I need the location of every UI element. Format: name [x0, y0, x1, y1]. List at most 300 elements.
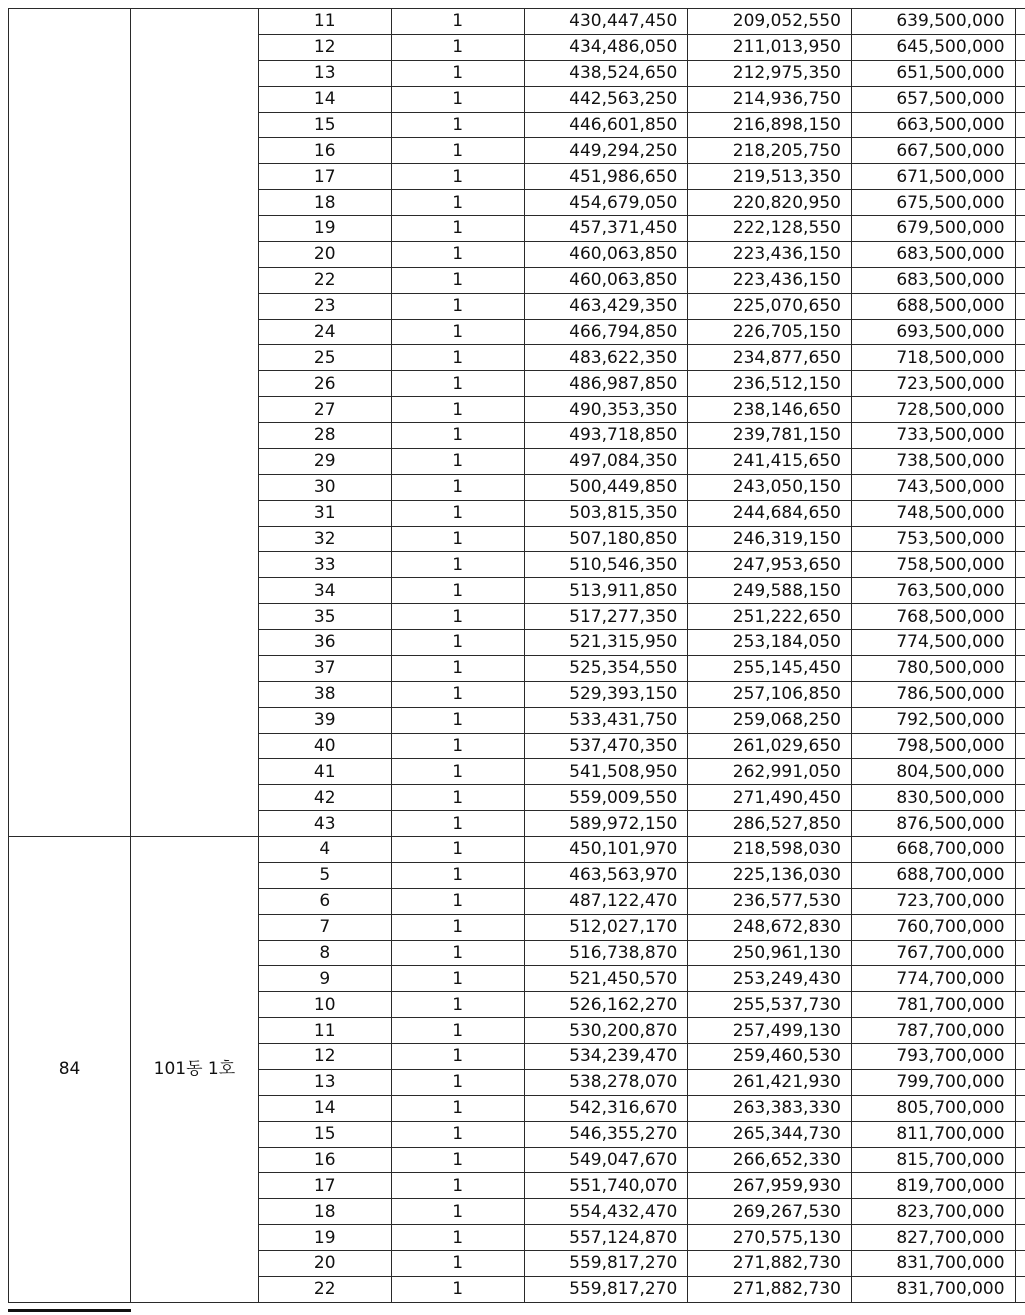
count-cell: 1 [391, 345, 524, 371]
total-price-cell: 723,700,000 [851, 888, 1015, 914]
count-cell: 1 [391, 940, 524, 966]
count-cell: 1 [391, 862, 524, 888]
land-price-cell: 454,679,050 [524, 190, 688, 216]
building-price-cell: 243,050,150 [688, 474, 852, 500]
land-price-cell: 559,817,270 [524, 1276, 688, 1302]
count-cell: 1 [391, 1121, 524, 1147]
building-price-cell: 223,436,150 [688, 241, 852, 267]
extra-column-cell [1015, 448, 1025, 474]
extra-column-cell [1015, 681, 1025, 707]
extra-column-cell [1015, 578, 1025, 604]
building-price-cell: 257,106,850 [688, 681, 852, 707]
total-price-cell: 723,500,000 [851, 371, 1015, 397]
land-price-cell: 490,353,350 [524, 397, 688, 423]
count-cell: 1 [391, 1276, 524, 1302]
total-price-cell: 645,500,000 [851, 34, 1015, 60]
count-cell: 1 [391, 707, 524, 733]
count-cell: 1 [391, 164, 524, 190]
price-table [8, 8, 1025, 1303]
table-bottom-rule [8, 1309, 131, 1312]
floor-cell: 37 [258, 655, 391, 681]
total-price-cell: 738,500,000 [851, 448, 1015, 474]
floor-cell: 10 [258, 992, 391, 1018]
total-price-cell: 683,500,000 [851, 241, 1015, 267]
building-price-cell: 271,882,730 [688, 1276, 852, 1302]
land-price-cell: 516,738,870 [524, 940, 688, 966]
floor-cell: 22 [258, 1276, 391, 1302]
land-price-cell: 533,431,750 [524, 707, 688, 733]
extra-column-cell [1015, 190, 1025, 216]
floor-cell: 42 [258, 785, 391, 811]
floor-cell: 12 [258, 34, 391, 60]
land-price-cell: 551,740,070 [524, 1173, 688, 1199]
extra-column-cell [1015, 811, 1025, 837]
land-price-cell: 530,200,870 [524, 1018, 688, 1044]
extra-column-cell [1015, 423, 1025, 449]
land-price-cell: 487,122,470 [524, 888, 688, 914]
building-price-cell: 223,436,150 [688, 267, 852, 293]
count-cell: 1 [391, 9, 524, 35]
land-price-cell: 521,450,570 [524, 966, 688, 992]
total-price-cell: 683,500,000 [851, 267, 1015, 293]
floor-cell: 28 [258, 423, 391, 449]
land-price-cell: 538,278,070 [524, 1069, 688, 1095]
extra-column-cell [1015, 862, 1025, 888]
count-cell: 1 [391, 1147, 524, 1173]
land-price-cell: 486,987,850 [524, 371, 688, 397]
floor-cell: 19 [258, 1225, 391, 1251]
total-price-cell: 798,500,000 [851, 733, 1015, 759]
total-price-cell: 748,500,000 [851, 500, 1015, 526]
land-price-cell: 463,429,350 [524, 293, 688, 319]
floor-cell: 25 [258, 345, 391, 371]
extra-column-cell [1015, 707, 1025, 733]
total-price-cell: 781,700,000 [851, 992, 1015, 1018]
total-price-cell: 823,700,000 [851, 1199, 1015, 1225]
area-cell: 84 [9, 837, 131, 1303]
extra-column-cell [1015, 733, 1025, 759]
extra-column-cell [1015, 1173, 1025, 1199]
floor-cell: 27 [258, 397, 391, 423]
land-price-cell: 554,432,470 [524, 1199, 688, 1225]
building-price-cell: 218,205,750 [688, 138, 852, 164]
extra-column-cell [1015, 1069, 1025, 1095]
count-cell: 1 [391, 785, 524, 811]
building-price-cell: 220,820,950 [688, 190, 852, 216]
extra-column-cell [1015, 138, 1025, 164]
total-price-cell: 693,500,000 [851, 319, 1015, 345]
count-cell: 1 [391, 655, 524, 681]
building-price-cell: 257,499,130 [688, 1018, 852, 1044]
total-price-cell: 799,700,000 [851, 1069, 1015, 1095]
land-price-cell: 517,277,350 [524, 604, 688, 630]
land-price-cell: 557,124,870 [524, 1225, 688, 1251]
floor-cell: 16 [258, 138, 391, 164]
floor-cell: 18 [258, 190, 391, 216]
extra-column-cell [1015, 397, 1025, 423]
extra-column-cell [1015, 1225, 1025, 1251]
count-cell: 1 [391, 630, 524, 656]
extra-column-cell [1015, 785, 1025, 811]
price-table-body [9, 9, 1025, 1303]
total-price-cell: 827,700,000 [851, 1225, 1015, 1251]
extra-column-cell [1015, 1018, 1025, 1044]
table-row [9, 837, 1025, 863]
land-price-cell: 493,718,850 [524, 423, 688, 449]
land-price-cell: 450,101,970 [524, 837, 688, 863]
total-price-cell: 793,700,000 [851, 1044, 1015, 1070]
land-price-cell: 549,047,670 [524, 1147, 688, 1173]
building-price-cell: 286,527,850 [688, 811, 852, 837]
area-cell [9, 9, 131, 837]
extra-column-cell [1015, 1251, 1025, 1277]
land-price-cell: 529,393,150 [524, 681, 688, 707]
floor-cell: 26 [258, 371, 391, 397]
building-price-cell: 249,588,150 [688, 578, 852, 604]
building-price-cell: 236,512,150 [688, 371, 852, 397]
total-price-cell: 815,700,000 [851, 1147, 1015, 1173]
extra-column-cell [1015, 526, 1025, 552]
extra-column-cell [1015, 552, 1025, 578]
building-price-cell: 263,383,330 [688, 1095, 852, 1121]
count-cell: 1 [391, 319, 524, 345]
building-price-cell: 267,959,930 [688, 1173, 852, 1199]
total-price-cell: 667,500,000 [851, 138, 1015, 164]
building-price-cell: 209,052,550 [688, 9, 852, 35]
extra-column-cell [1015, 1044, 1025, 1070]
floor-cell: 9 [258, 966, 391, 992]
floor-cell: 13 [258, 1069, 391, 1095]
total-price-cell: 811,700,000 [851, 1121, 1015, 1147]
total-price-cell: 679,500,000 [851, 216, 1015, 242]
floor-cell: 8 [258, 940, 391, 966]
land-price-cell: 503,815,350 [524, 500, 688, 526]
land-price-cell: 460,063,850 [524, 267, 688, 293]
building-price-cell: 226,705,150 [688, 319, 852, 345]
land-price-cell: 446,601,850 [524, 112, 688, 138]
building-price-cell: 225,070,650 [688, 293, 852, 319]
land-price-cell: 525,354,550 [524, 655, 688, 681]
floor-cell: 22 [258, 267, 391, 293]
floor-cell: 6 [258, 888, 391, 914]
floor-cell: 20 [258, 241, 391, 267]
extra-column-cell [1015, 914, 1025, 940]
total-price-cell: 831,700,000 [851, 1251, 1015, 1277]
floor-cell: 13 [258, 60, 391, 86]
floor-cell: 18 [258, 1199, 391, 1225]
count-cell: 1 [391, 966, 524, 992]
building-price-cell: 216,898,150 [688, 112, 852, 138]
building-price-cell: 261,421,930 [688, 1069, 852, 1095]
count-cell: 1 [391, 811, 524, 837]
land-price-cell: 430,447,450 [524, 9, 688, 35]
floor-cell: 23 [258, 293, 391, 319]
extra-column-cell [1015, 267, 1025, 293]
extra-column-cell [1015, 319, 1025, 345]
total-price-cell: 787,700,000 [851, 1018, 1015, 1044]
land-price-cell: 483,622,350 [524, 345, 688, 371]
land-price-cell: 521,315,950 [524, 630, 688, 656]
land-price-cell: 507,180,850 [524, 526, 688, 552]
land-price-cell: 463,563,970 [524, 862, 688, 888]
floor-cell: 14 [258, 86, 391, 112]
count-cell: 1 [391, 681, 524, 707]
building-price-cell: 270,575,130 [688, 1225, 852, 1251]
count-cell: 1 [391, 190, 524, 216]
building-price-cell: 255,145,450 [688, 655, 852, 681]
total-price-cell: 651,500,000 [851, 60, 1015, 86]
count-cell: 1 [391, 888, 524, 914]
count-cell: 1 [391, 1044, 524, 1070]
floor-cell: 32 [258, 526, 391, 552]
count-cell: 1 [391, 914, 524, 940]
count-cell: 1 [391, 474, 524, 500]
total-price-cell: 767,700,000 [851, 940, 1015, 966]
land-price-cell: 513,911,850 [524, 578, 688, 604]
count-cell: 1 [391, 293, 524, 319]
floor-cell: 15 [258, 112, 391, 138]
floor-cell: 17 [258, 164, 391, 190]
floor-cell: 20 [258, 1251, 391, 1277]
building-price-cell: 218,598,030 [688, 837, 852, 863]
extra-column-cell [1015, 34, 1025, 60]
land-price-cell: 541,508,950 [524, 759, 688, 785]
count-cell: 1 [391, 1018, 524, 1044]
extra-column-cell [1015, 966, 1025, 992]
land-price-cell: 510,546,350 [524, 552, 688, 578]
floor-cell: 33 [258, 552, 391, 578]
floor-cell: 17 [258, 1173, 391, 1199]
total-price-cell: 805,700,000 [851, 1095, 1015, 1121]
building-price-cell: 211,013,950 [688, 34, 852, 60]
land-price-cell: 438,524,650 [524, 60, 688, 86]
land-price-cell: 534,239,470 [524, 1044, 688, 1070]
count-cell: 1 [391, 216, 524, 242]
extra-column-cell [1015, 474, 1025, 500]
count-cell: 1 [391, 552, 524, 578]
total-price-cell: 774,700,000 [851, 966, 1015, 992]
land-price-cell: 512,027,170 [524, 914, 688, 940]
count-cell: 1 [391, 578, 524, 604]
total-price-cell: 760,700,000 [851, 914, 1015, 940]
land-price-cell: 497,084,350 [524, 448, 688, 474]
land-price-cell: 589,972,150 [524, 811, 688, 837]
building-price-cell: 259,460,530 [688, 1044, 852, 1070]
building-price-cell: 261,029,650 [688, 733, 852, 759]
total-price-cell: 780,500,000 [851, 655, 1015, 681]
extra-column-cell [1015, 655, 1025, 681]
total-price-cell: 804,500,000 [851, 759, 1015, 785]
total-price-cell: 639,500,000 [851, 9, 1015, 35]
count-cell: 1 [391, 267, 524, 293]
floor-cell: 41 [258, 759, 391, 785]
count-cell: 1 [391, 112, 524, 138]
total-price-cell: 830,500,000 [851, 785, 1015, 811]
count-cell: 1 [391, 423, 524, 449]
total-price-cell: 792,500,000 [851, 707, 1015, 733]
total-price-cell: 758,500,000 [851, 552, 1015, 578]
count-cell: 1 [391, 241, 524, 267]
building-price-cell: 266,652,330 [688, 1147, 852, 1173]
floor-cell: 5 [258, 862, 391, 888]
floor-cell: 16 [258, 1147, 391, 1173]
building-price-cell: 225,136,030 [688, 862, 852, 888]
extra-column-cell [1015, 837, 1025, 863]
count-cell: 1 [391, 1069, 524, 1095]
building-price-cell: 239,781,150 [688, 423, 852, 449]
table-row [9, 9, 1025, 35]
total-price-cell: 688,500,000 [851, 293, 1015, 319]
count-cell: 1 [391, 526, 524, 552]
total-price-cell: 763,500,000 [851, 578, 1015, 604]
building-price-cell: 219,513,350 [688, 164, 852, 190]
total-price-cell: 753,500,000 [851, 526, 1015, 552]
extra-column-cell [1015, 759, 1025, 785]
building-price-cell: 236,577,530 [688, 888, 852, 914]
floor-cell: 11 [258, 9, 391, 35]
building-price-cell: 255,537,730 [688, 992, 852, 1018]
building-price-cell: 265,344,730 [688, 1121, 852, 1147]
extra-column-cell [1015, 86, 1025, 112]
floor-cell: 38 [258, 681, 391, 707]
building-price-cell: 244,684,650 [688, 500, 852, 526]
floor-cell: 30 [258, 474, 391, 500]
extra-column-cell [1015, 1147, 1025, 1173]
total-price-cell: 768,500,000 [851, 604, 1015, 630]
building-price-cell: 222,128,550 [688, 216, 852, 242]
floor-cell: 12 [258, 1044, 391, 1070]
floor-cell: 40 [258, 733, 391, 759]
total-price-cell: 718,500,000 [851, 345, 1015, 371]
floor-cell: 24 [258, 319, 391, 345]
floor-cell: 29 [258, 448, 391, 474]
land-price-cell: 451,986,650 [524, 164, 688, 190]
total-price-cell: 819,700,000 [851, 1173, 1015, 1199]
land-price-cell: 546,355,270 [524, 1121, 688, 1147]
count-cell: 1 [391, 1173, 524, 1199]
building-price-cell: 238,146,650 [688, 397, 852, 423]
total-price-cell: 668,700,000 [851, 837, 1015, 863]
building-price-cell: 234,877,650 [688, 345, 852, 371]
count-cell: 1 [391, 397, 524, 423]
count-cell: 1 [391, 371, 524, 397]
extra-column-cell [1015, 888, 1025, 914]
building-price-cell: 212,975,350 [688, 60, 852, 86]
total-price-cell: 688,700,000 [851, 862, 1015, 888]
floor-cell: 35 [258, 604, 391, 630]
land-price-cell: 449,294,250 [524, 138, 688, 164]
land-price-cell: 537,470,350 [524, 733, 688, 759]
building-price-cell: 251,222,650 [688, 604, 852, 630]
floor-cell: 31 [258, 500, 391, 526]
count-cell: 1 [391, 448, 524, 474]
extra-column-cell [1015, 940, 1025, 966]
total-price-cell: 831,700,000 [851, 1276, 1015, 1302]
total-price-cell: 675,500,000 [851, 190, 1015, 216]
floor-cell: 7 [258, 914, 391, 940]
building-price-cell: 214,936,750 [688, 86, 852, 112]
extra-column-cell [1015, 1276, 1025, 1302]
building-price-cell: 271,882,730 [688, 1251, 852, 1277]
land-price-cell: 466,794,850 [524, 319, 688, 345]
building-price-cell: 262,991,050 [688, 759, 852, 785]
count-cell: 1 [391, 1199, 524, 1225]
count-cell: 1 [391, 837, 524, 863]
count-cell: 1 [391, 500, 524, 526]
count-cell: 1 [391, 34, 524, 60]
land-price-cell: 460,063,850 [524, 241, 688, 267]
extra-column-cell [1015, 9, 1025, 35]
total-price-cell: 728,500,000 [851, 397, 1015, 423]
extra-column-cell [1015, 60, 1025, 86]
floor-cell: 4 [258, 837, 391, 863]
count-cell: 1 [391, 992, 524, 1018]
count-cell: 1 [391, 759, 524, 785]
floor-cell: 15 [258, 1121, 391, 1147]
extra-column-cell [1015, 216, 1025, 242]
total-price-cell: 786,500,000 [851, 681, 1015, 707]
extra-column-cell [1015, 371, 1025, 397]
land-price-cell: 500,449,850 [524, 474, 688, 500]
count-cell: 1 [391, 1095, 524, 1121]
extra-column-cell [1015, 112, 1025, 138]
unit-cell [131, 9, 259, 837]
land-price-cell: 542,316,670 [524, 1095, 688, 1121]
land-price-cell: 559,009,550 [524, 785, 688, 811]
land-price-cell: 434,486,050 [524, 34, 688, 60]
total-price-cell: 733,500,000 [851, 423, 1015, 449]
floor-cell: 14 [258, 1095, 391, 1121]
count-cell: 1 [391, 733, 524, 759]
extra-column-cell [1015, 345, 1025, 371]
count-cell: 1 [391, 1251, 524, 1277]
building-price-cell: 271,490,450 [688, 785, 852, 811]
total-price-cell: 743,500,000 [851, 474, 1015, 500]
building-price-cell: 269,267,530 [688, 1199, 852, 1225]
floor-cell: 39 [258, 707, 391, 733]
land-price-cell: 526,162,270 [524, 992, 688, 1018]
building-price-cell: 247,953,650 [688, 552, 852, 578]
count-cell: 1 [391, 60, 524, 86]
building-price-cell: 241,415,650 [688, 448, 852, 474]
extra-column-cell [1015, 500, 1025, 526]
count-cell: 1 [391, 604, 524, 630]
land-price-cell: 559,817,270 [524, 1251, 688, 1277]
extra-column-cell [1015, 164, 1025, 190]
extra-column-cell [1015, 293, 1025, 319]
building-price-cell: 259,068,250 [688, 707, 852, 733]
land-price-cell: 457,371,450 [524, 216, 688, 242]
floor-cell: 34 [258, 578, 391, 604]
count-cell: 1 [391, 138, 524, 164]
extra-column-cell [1015, 630, 1025, 656]
floor-cell: 11 [258, 1018, 391, 1044]
unit-cell: 101동 1호 [131, 837, 259, 1303]
extra-column-cell [1015, 241, 1025, 267]
total-price-cell: 876,500,000 [851, 811, 1015, 837]
total-price-cell: 657,500,000 [851, 86, 1015, 112]
building-price-cell: 253,184,050 [688, 630, 852, 656]
total-price-cell: 663,500,000 [851, 112, 1015, 138]
building-price-cell: 253,249,430 [688, 966, 852, 992]
floor-cell: 19 [258, 216, 391, 242]
floor-cell: 43 [258, 811, 391, 837]
extra-column-cell [1015, 604, 1025, 630]
count-cell: 1 [391, 1225, 524, 1251]
floor-cell: 36 [258, 630, 391, 656]
total-price-cell: 671,500,000 [851, 164, 1015, 190]
extra-column-cell [1015, 992, 1025, 1018]
